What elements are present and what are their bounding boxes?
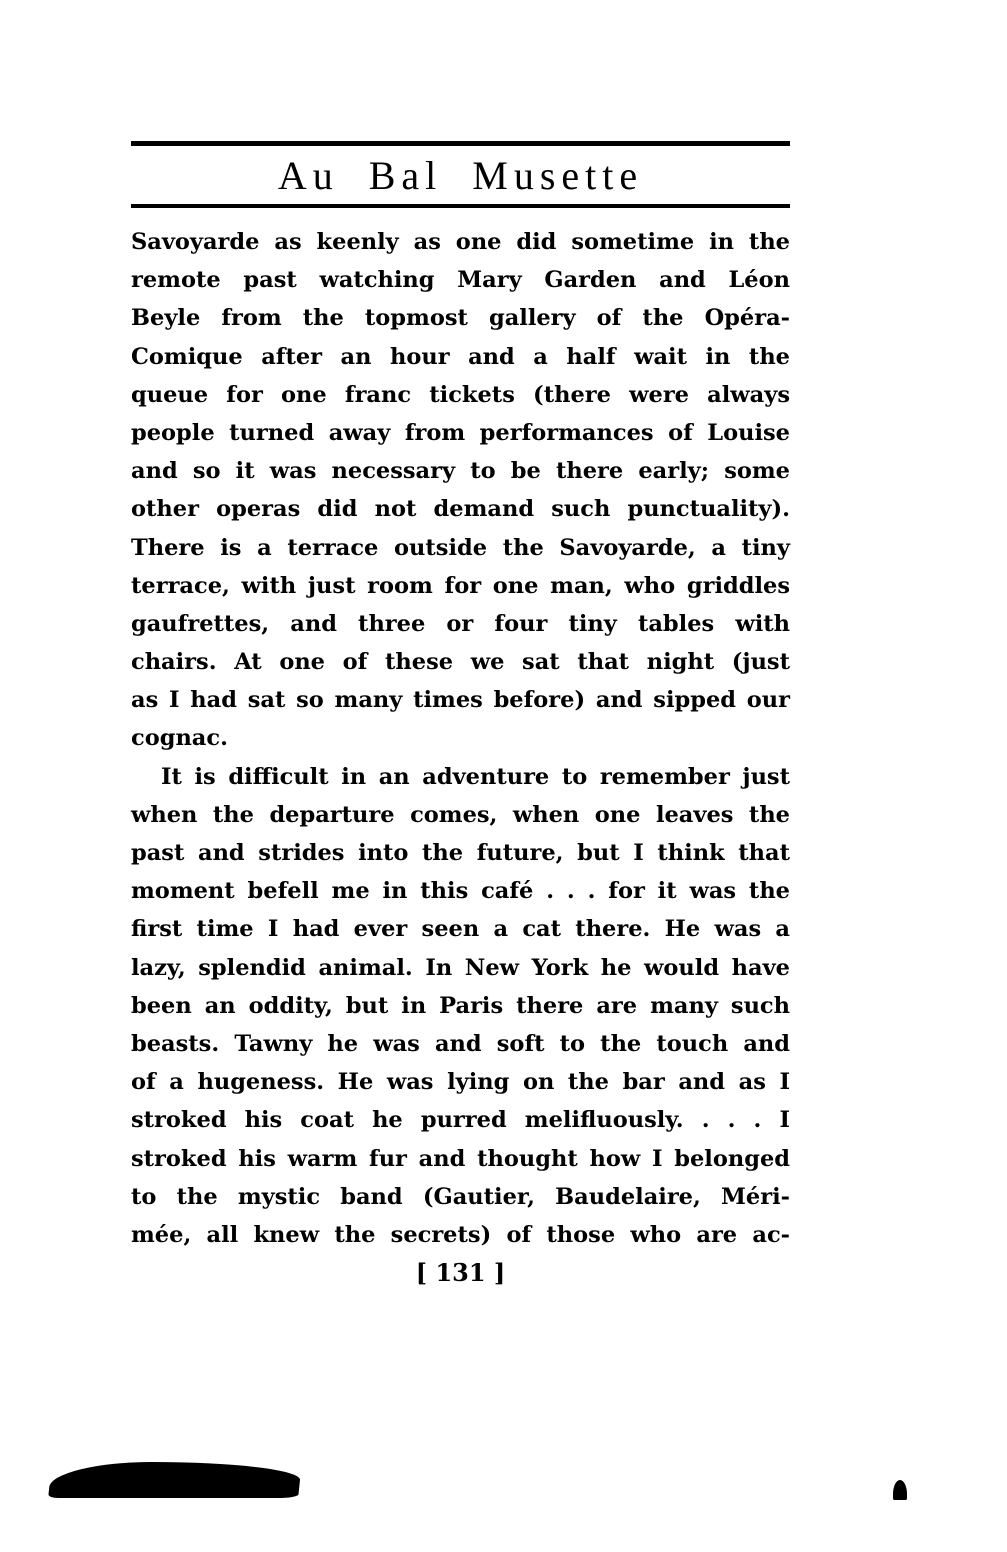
scan-artifact [893,1480,907,1500]
text-line: and so it was necessary to be there early; some [131,458,790,485]
text-line: queue for one franc tickets (there were always [131,381,790,408]
page-number: [ 131 ] [415,1258,506,1287]
text-line: when the departure comes, when one leaves the [131,801,790,828]
text-line: to the mystic band (Gautier, Baudelaire, Méri- [131,1183,790,1210]
text-line: remote past watching Mary Garden and Léon [131,267,790,294]
text-line: gaufrettes, and three or four tiny tables with [131,610,790,637]
text-line: chairs. At one of these we sat that night (just [131,649,790,676]
text-line: cognac. [131,725,228,752]
text-line: of a hugeness. He was lying on the bar and as I [131,1069,790,1096]
text-line: other operas did not demand such punctuality). [131,496,790,523]
body-text [131,223,790,1254]
text-line: been an oddity, but in Paris there are many such [131,992,790,1019]
text-line: Comique after an hour and a half wait in the [131,343,790,370]
text-line: mée, all knew the secrets) of those who are ac- [131,1221,790,1248]
text-line: It is difficult in an adventure to remember just [161,763,790,790]
text-line: first time I had ever seen a cat there. He was a [131,916,790,943]
text-line: terrace, with just room for one man, who griddles [131,572,790,599]
text-line: stroked his warm fur and thought how I belonged [131,1145,790,1172]
text-line: beasts. Tawny he was and soft to the touch and [131,1030,790,1057]
text-line: There is a terrace outside the Savoyarde, a tiny [131,534,790,561]
text-line: Beyle from the topmost gallery of the Opéra- [131,305,790,332]
text-line: past and strides into the future, but I think that [131,840,790,866]
scan-artifact [48,1462,302,1498]
text-line: as I had sat so many times before) and sipped our [131,687,790,714]
running-title: Au Bal Musette [277,153,644,198]
text-line: stroked his coat he purred melifluously. . . . I [131,1107,790,1134]
text-line: Savoyarde as keenly as one did sometime in the [131,229,790,255]
text-line: moment befell me in this café . . . for it was the [131,878,790,905]
text-line: lazy, splendid animal. In New York he would have [131,954,790,981]
text-line: people turned away from performances of Louise [131,419,790,446]
header-rule-top [131,141,790,146]
header-rule-bottom [131,204,790,208]
